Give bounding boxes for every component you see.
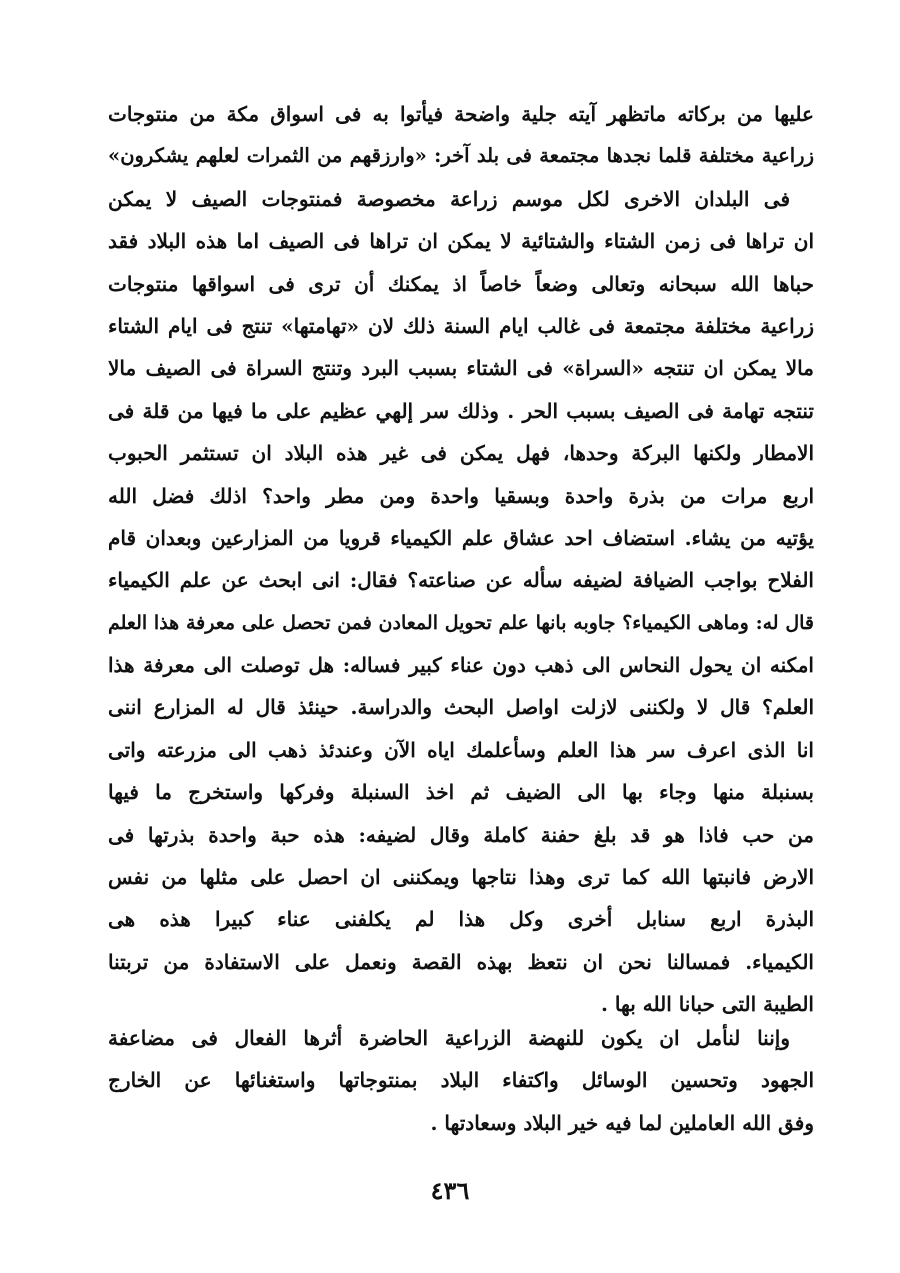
text-line: العلم؟ قال لا ولكننى لازلت اواصل البحث والدراسة. حينئذ قال له المزارع اننى <box>108 695 814 720</box>
text-line: امكنه ان يحول النحاس الى ذهب دون عناء كبير فساله: هل توصلت الى معرفة هذا <box>108 653 814 678</box>
text-line: وإننا لنأمل ان يكون للنهضة الزراعية الحاضرة أثرها الفعال فى مضاعفة <box>108 1026 790 1050</box>
text-line: الطيبة التى حبانا الله بها . <box>600 992 814 1017</box>
text-line: الجهود وتحسين الوسائل واكتفاء البلاد بمنتوجاتها واستغنائها عن الخارج <box>108 1068 814 1093</box>
text-line: حباها الله سبحانه وتعالى وضعاً خاصاً اذ يمكنك أن ترى فى اسواقها منتوجات <box>108 271 814 296</box>
text-line: زراعية مختلفة قلما نجدها مجتمعة فى بلد آخر: «وارزقهم من الثمرات لعلهم يشكرون» <box>108 144 814 168</box>
text-line: البذرة اربع سنابل أخرى وكل هذا لم يكلفنى عناء كبيرا هذه هى <box>108 907 814 932</box>
text-line: الفلاح بواجب الضيافة لضيفه سأله عن صناعته؟ فقال: انى ابحث عن علم الكيمياء <box>108 568 814 593</box>
paragraph-2 <box>108 1017 814 1144</box>
text-line: فى البلدان الاخرى لكل موسم زراعة مخصوصة فمنتوجات الصيف لا يمكن <box>108 186 791 211</box>
text-line: مالا يمكن ان تنتجه «السراة» فى الشتاء بسبب البرد وتنتج السراة فى الصيف مالا <box>108 356 814 381</box>
text-line: اربع مرات من بذرة واحدة وبسقيا واحدة ومن مطر واحد؟ اذلك فضل الله <box>108 483 814 508</box>
text-line: الارض فانبتها الله كما ترى وهذا نتاجها ويمكننى ان احصل على مثلها من نفس <box>108 865 814 890</box>
text-line: انا الذى اعرف سر هذا العلم وسأعلمك اياه الآن وعندئذ ذهب الى مزرعته واتى <box>108 737 814 762</box>
text-line: ان تراها فى زمن الشتاء والشتائية لا يمكن ان تراها فى الصيف اما هذه البلاد فقد <box>108 229 814 254</box>
text-line: زراعية مختلفة مجتمعة فى غالب ايام السنة ذلك لان «تهامتها» تنتج فى ايام الشتاء <box>108 313 814 338</box>
text-line: الامطار ولكنها البركة وحدها، فهل يمكن فى غير هذه البلاد ان تستثمر الحبوب <box>108 441 814 466</box>
text-line: الكيمياء. فمسالنا نحن ان نتعظ بهذه القصة ونعمل على الاستفادة من تربتنا <box>108 949 814 974</box>
text-line: تنتجه تهامة فى الصيف بسبب الحر . وذلك سر إلهي عظيم على ما فيها من قلة فى <box>108 398 814 423</box>
paragraph-1 <box>108 93 814 1026</box>
text-line: بسنبلة منها وجاء بها الى الضيف ثم اخذ السنبلة وفركها واستخرج ما فيها <box>108 780 814 805</box>
text-line: من حب فاذا هو قد بلغ حفنة كاملة وقال لضيفه: هذه حبة واحدة بذرتها فى <box>108 822 814 847</box>
text-line: عليها من بركاته ماتظهر آيته جلية واضحة فيأتوا به فى اسواق مكة من منتوجات <box>108 102 814 126</box>
page-number: ٤٣٦ <box>430 1176 470 1205</box>
text-line: وفق الله العاملين لما فيه خير البلاد وسعادتها . <box>430 1110 814 1135</box>
text-line: يؤتيه من يشاء. استضاف احد عشاق علم الكيمياء قرويا من المزارعين وبعدان قام <box>108 525 814 550</box>
text-line: قال له: وماهى الكيمياء؟ جاوبه بانها علم تحويل المعادن فمن تحصل على معرفة هذا العلم <box>108 611 814 634</box>
